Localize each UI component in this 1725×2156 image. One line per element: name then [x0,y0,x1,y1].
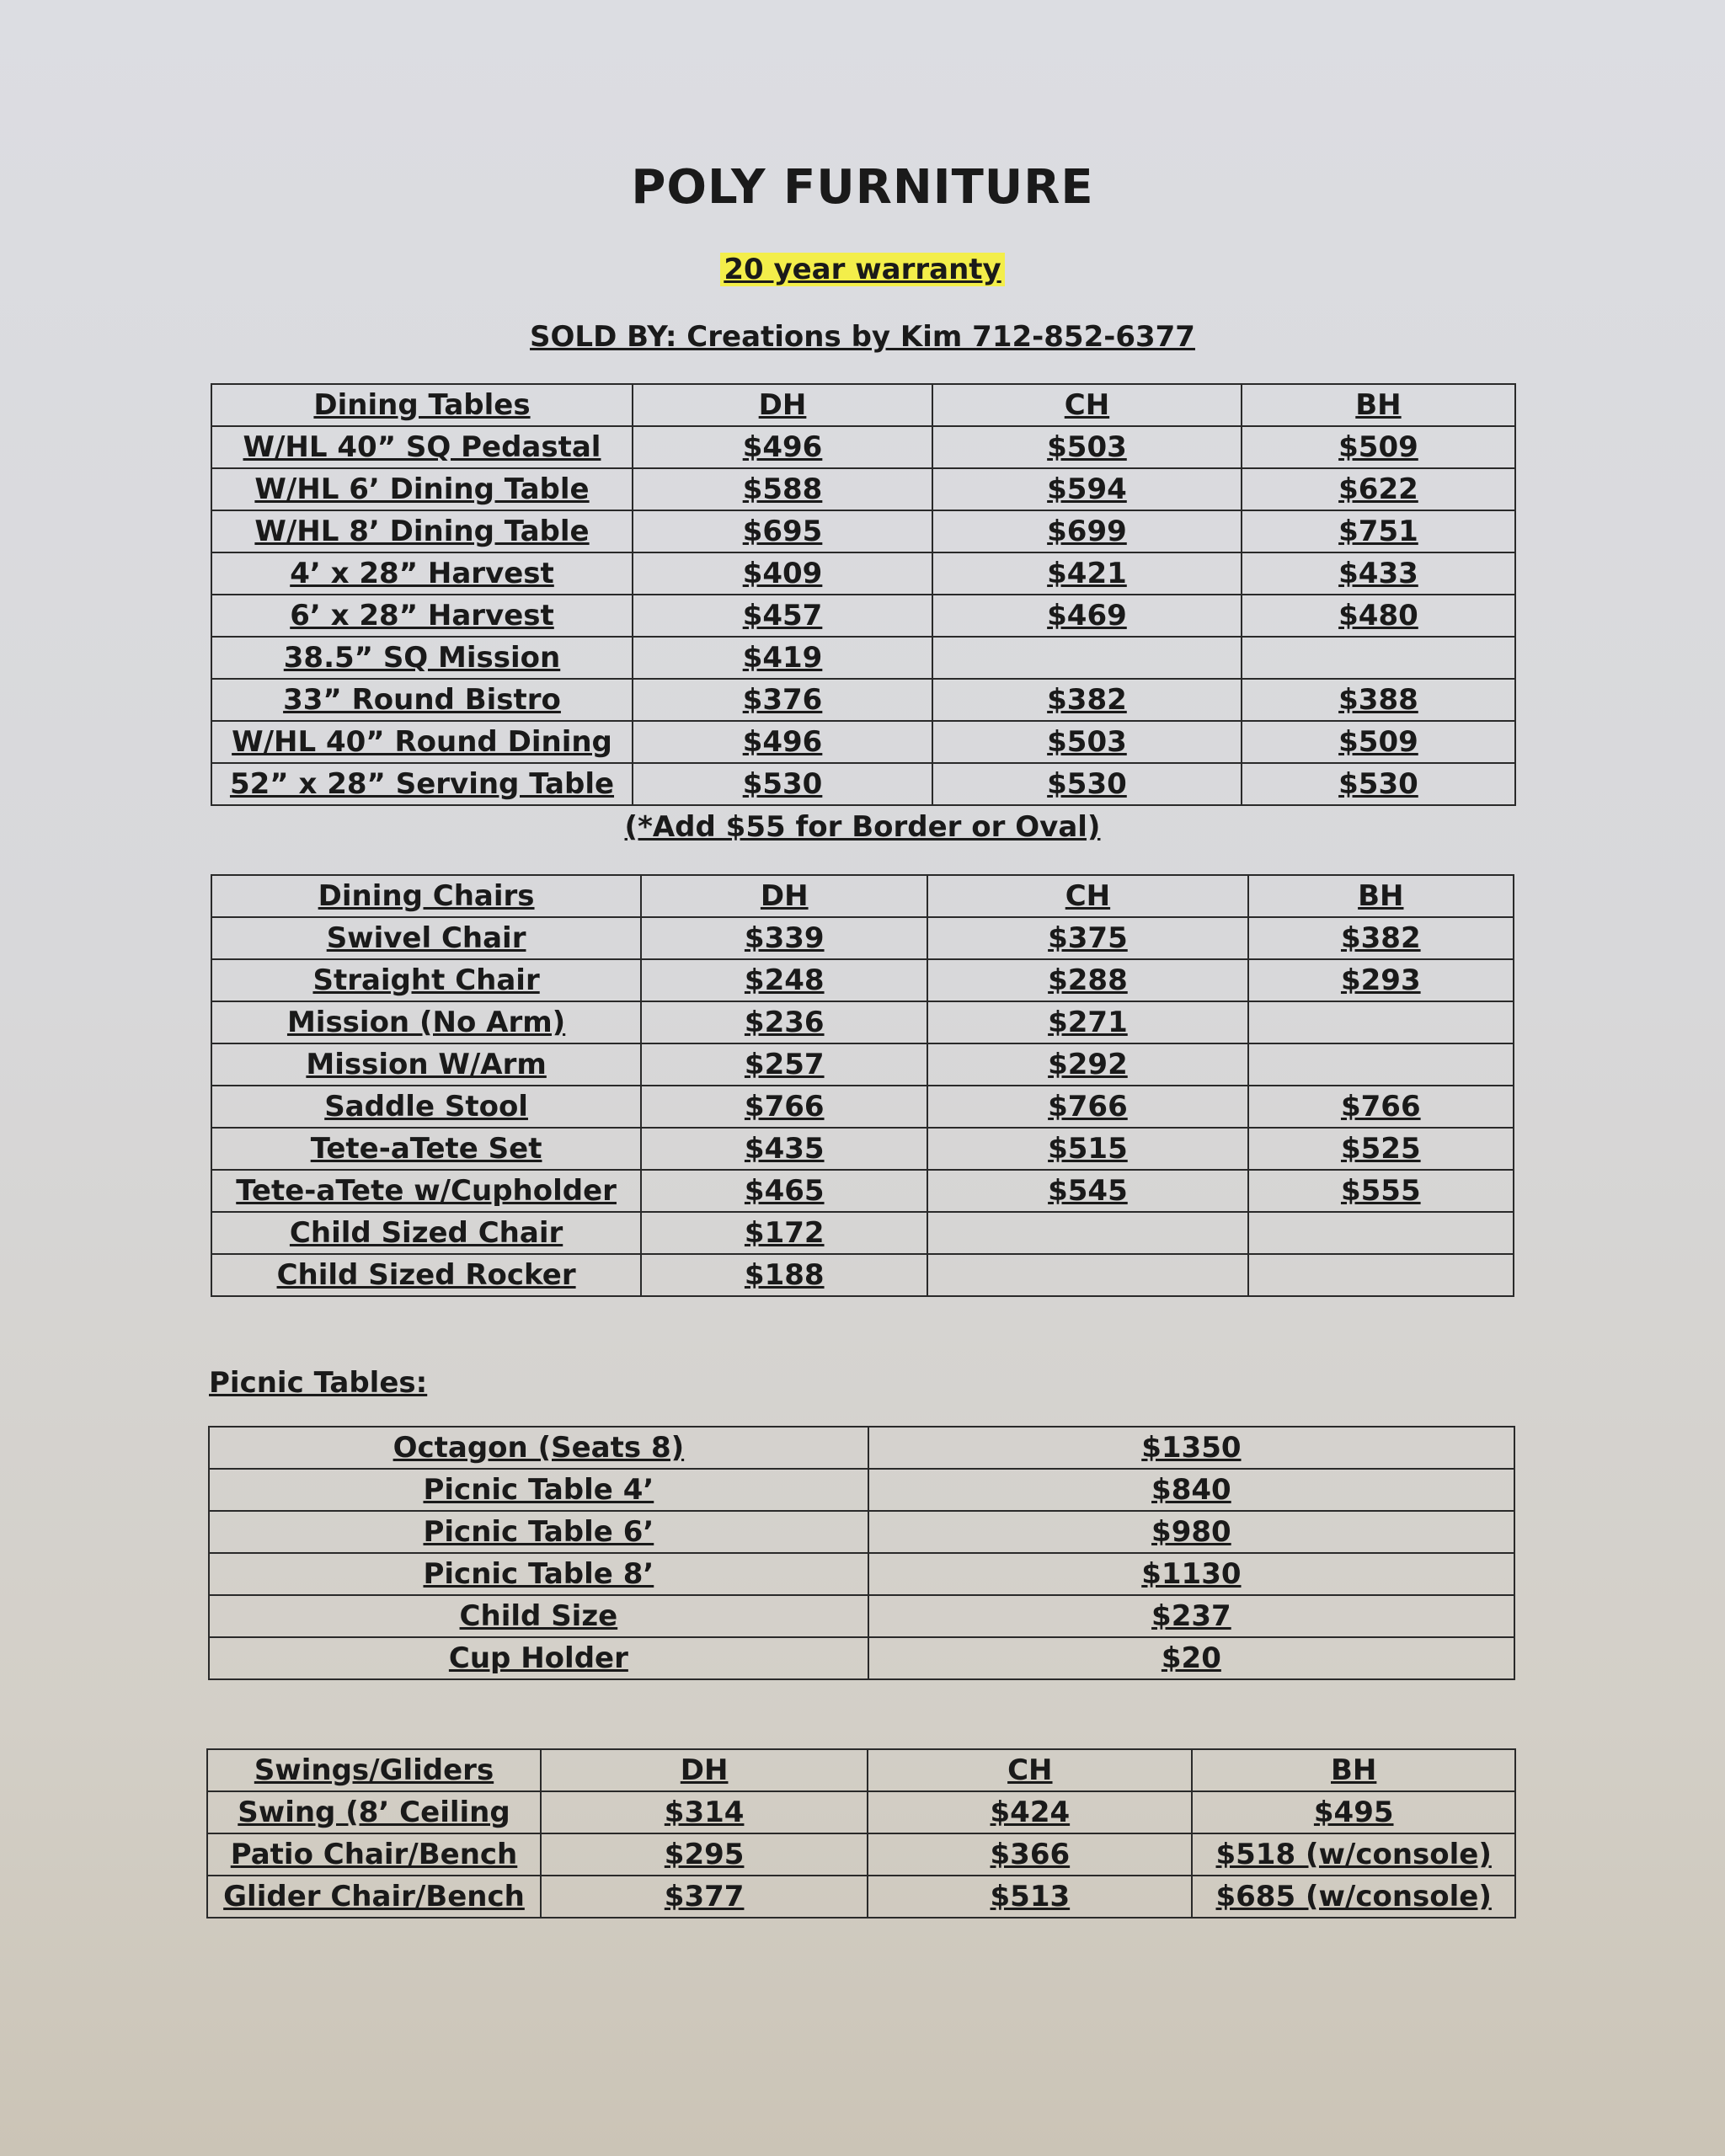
table-row [211,763,1515,805]
table-row [209,1427,1514,1469]
item-name-cell: Glider Chair/Bench [207,1876,541,1918]
column-header: BH [1248,875,1514,917]
table-row [211,917,1514,959]
table-row [207,1833,1515,1876]
price-cell: $457 [633,595,932,637]
item-name-cell: Patio Chair/Bench [207,1833,541,1876]
price-cell: $465 [641,1170,927,1212]
table-row [209,1637,1514,1679]
dining-chairs-table [211,874,1514,1297]
table-row [209,1553,1514,1595]
price-cell: $980 [868,1511,1514,1553]
price-cell: $496 [633,426,932,468]
item-name-cell: Tete-aTete w/Cupholder [211,1170,641,1212]
item-name-cell: Picnic Table 8’ [209,1553,868,1595]
column-header: DH [633,384,932,426]
price-cell: $622 [1242,468,1515,510]
item-name-cell: W/HL 6’ Dining Table [211,468,633,510]
price-cell: $469 [932,595,1242,637]
table-row [209,1511,1514,1553]
price-cell: $695 [633,510,932,552]
price-cell: $530 [932,763,1242,805]
item-name-cell: Child Size [209,1595,868,1637]
price-cell: $419 [633,637,932,679]
price-cell: $271 [927,1001,1247,1043]
price-cell: $257 [641,1043,927,1086]
column-header: CH [932,384,1242,426]
price-cell: $766 [641,1086,927,1128]
item-name-cell: 4’ x 28” Harvest [211,552,633,595]
column-header: BH [1192,1749,1515,1791]
column-header: DH [541,1749,868,1791]
price-cell: $377 [541,1876,868,1918]
price-cell: $421 [932,552,1242,595]
price-cell: $594 [932,468,1242,510]
table-row [211,510,1515,552]
price-cell: $435 [641,1128,927,1170]
column-header: DH [641,875,927,917]
page-title: POLY FURNITURE [631,160,1094,215]
column-header: CH [927,875,1247,917]
column-header: Swings/Gliders [207,1749,541,1791]
price-cell [932,637,1242,679]
picnic-tables-heading: Picnic Tables: [209,1366,428,1400]
price-cell: $314 [541,1791,868,1833]
item-name-cell: W/HL 8’ Dining Table [211,510,633,552]
price-cell: $237 [868,1595,1514,1637]
price-cell [1248,1043,1514,1086]
warranty-highlight: 20 year warranty [720,253,1004,286]
price-cell: $288 [927,959,1247,1001]
price-cell: $530 [633,763,932,805]
price-cell [1248,1001,1514,1043]
price-cell [927,1254,1247,1296]
table-row [209,1595,1514,1637]
price-cell: $699 [932,510,1242,552]
price-cell: $518 (w/console) [1192,1833,1515,1876]
item-name-cell: Saddle Stool [211,1086,641,1128]
price-cell: $382 [932,679,1242,721]
price-cell: $1350 [868,1427,1514,1469]
table-row [211,552,1515,595]
dining-tables-table [211,383,1516,806]
price-cell: $248 [641,959,927,1001]
item-name-cell: Octagon (Seats 8) [209,1427,868,1469]
price-cell [927,1212,1247,1254]
table-row [211,468,1515,510]
price-cell: $20 [868,1637,1514,1679]
price-cell: $766 [1248,1086,1514,1128]
price-cell: $513 [868,1876,1192,1918]
header-row [211,875,1514,917]
price-cell: $424 [868,1791,1192,1833]
table-row [211,637,1515,679]
column-header: BH [1242,384,1515,426]
table-row [207,1876,1515,1918]
table-row [211,1212,1514,1254]
price-cell: $503 [932,426,1242,468]
price-cell: $515 [927,1128,1247,1170]
price-cell: $530 [1242,763,1515,805]
item-name-cell: W/HL 40” SQ Pedastal [211,426,633,468]
item-name-cell: Picnic Table 4’ [209,1469,868,1511]
table-row [211,1254,1514,1296]
price-cell: $751 [1242,510,1515,552]
sold-by-line: SOLD BY: Creations by Kim 712-852-6377 [530,320,1195,354]
price-cell: $292 [927,1043,1247,1086]
price-cell: $480 [1242,595,1515,637]
column-header: Dining Chairs [211,875,641,917]
warranty-line [0,253,1725,286]
item-name-cell: Swing (8’ Ceiling [207,1791,541,1833]
table-row [211,1170,1514,1212]
table-row [207,1791,1515,1833]
price-cell: $545 [927,1170,1247,1212]
table-row [209,1469,1514,1511]
item-name-cell: Straight Chair [211,959,641,1001]
price-cell: $503 [932,721,1242,763]
table-row [211,679,1515,721]
price-cell: $525 [1248,1128,1514,1170]
item-name-cell: 33” Round Bistro [211,679,633,721]
item-name-cell: W/HL 40” Round Dining [211,721,633,763]
table-row [211,1001,1514,1043]
price-cell: $509 [1242,426,1515,468]
price-cell: $1130 [868,1553,1514,1595]
item-name-cell: Child Sized Rocker [211,1254,641,1296]
picnic-tables-table [208,1426,1515,1680]
price-cell: $293 [1248,959,1514,1001]
item-name-cell: 38.5” SQ Mission [211,637,633,679]
item-name-cell: Tete-aTete Set [211,1128,641,1170]
price-cell: $685 (w/console) [1192,1876,1515,1918]
price-cell: $295 [541,1833,868,1876]
item-name-cell: Picnic Table 6’ [209,1511,868,1553]
price-cell: $366 [868,1833,1192,1876]
price-cell: $375 [927,917,1247,959]
item-name-cell: 6’ x 28” Harvest [211,595,633,637]
table-row [211,1086,1514,1128]
table-row [211,1043,1514,1086]
price-cell: $376 [633,679,932,721]
table-row [211,595,1515,637]
price-cell: $188 [641,1254,927,1296]
price-cell: $433 [1242,552,1515,595]
price-cell: $555 [1248,1170,1514,1212]
border-oval-note: (*Add $55 for Border or Oval) [624,810,1101,844]
table-row [211,426,1515,468]
price-cell: $495 [1192,1791,1515,1833]
price-cell: $496 [633,721,932,763]
table-row [211,1128,1514,1170]
price-cell: $766 [927,1086,1247,1128]
item-name-cell: 52” x 28” Serving Table [211,763,633,805]
item-name-cell: Mission (No Arm) [211,1001,641,1043]
price-cell [1248,1212,1514,1254]
column-header: CH [868,1749,1192,1791]
item-name-cell: Cup Holder [209,1637,868,1679]
price-cell: $588 [633,468,932,510]
price-cell: $409 [633,552,932,595]
item-name-cell: Child Sized Chair [211,1212,641,1254]
price-cell [1248,1254,1514,1296]
price-cell: $509 [1242,721,1515,763]
item-name-cell: Swivel Chair [211,917,641,959]
column-header: Dining Tables [211,384,633,426]
swings-gliders-table [206,1748,1516,1919]
price-cell: $382 [1248,917,1514,959]
table-row [211,721,1515,763]
item-name-cell: Mission W/Arm [211,1043,641,1086]
header-row [207,1749,1515,1791]
price-cell: $236 [641,1001,927,1043]
price-cell: $339 [641,917,927,959]
price-cell: $388 [1242,679,1515,721]
price-cell [1242,637,1515,679]
table-row [211,959,1514,1001]
price-cell: $840 [868,1469,1514,1511]
header-row [211,384,1515,426]
price-cell: $172 [641,1212,927,1254]
